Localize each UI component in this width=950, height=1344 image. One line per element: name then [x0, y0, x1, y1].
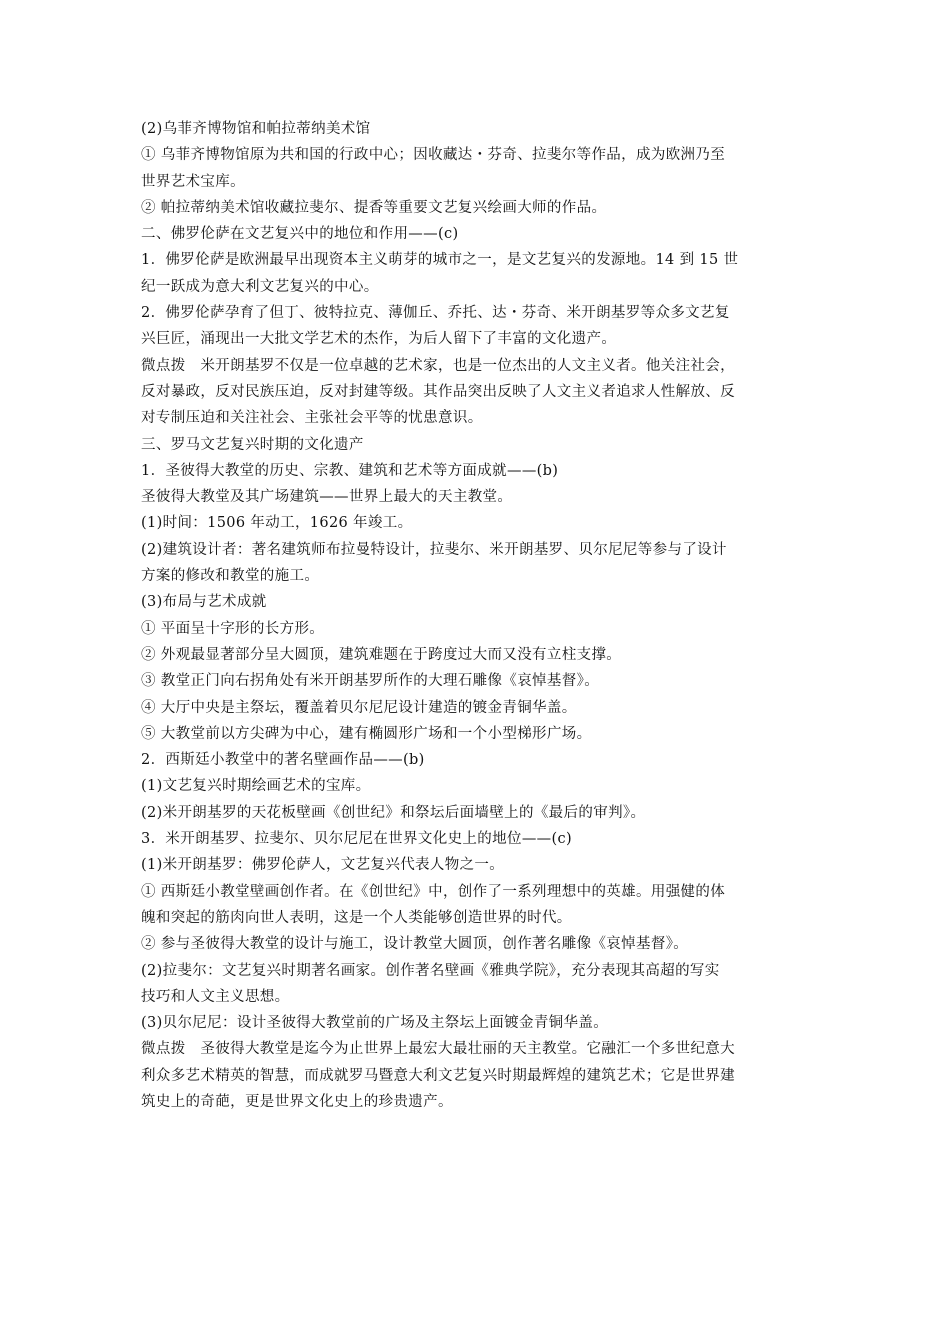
text-line: ② 帕拉蒂纳美术馆收藏拉斐尔、提香等重要文艺复兴绘画大师的作品。	[141, 199, 607, 216]
text-line: ① 平面呈十字形的长方形。	[141, 620, 325, 637]
text-line: 1．佛罗伦萨是欧洲最早出现资本主义萌芽的城市之一，是文艺复兴的发源地。14 到 15 世	[141, 252, 739, 269]
text-line: 1．圣彼得大教堂的历史、宗教、建筑和艺术等方面成就——(b)	[141, 462, 559, 479]
note-line: 对专制压迫和关注社会、主张社会平等的忧患意识。	[141, 410, 483, 427]
text-line: ① 乌菲齐博物馆原为共和国的行政中心；因收藏达・芬奇、拉斐尔等作品，成为欧洲乃至	[141, 147, 726, 164]
note-line: 反对暴政，反对民族压迫，反对封建等级。其作品突出反映了人文主义者追求人性解放、反	[141, 383, 735, 400]
text-line: 兴巨匠，涌现出一大批文学艺术的杰作，为后人留下了丰富的文化遗产。	[141, 331, 617, 348]
text-line: ④ 大厅中央是主祭坛，覆盖着贝尔尼尼设计建造的镀金青铜华盖。	[141, 699, 577, 716]
text-line: 世界艺术宝库。	[141, 173, 245, 190]
text-line: ⑤ 大教堂前以方尖碑为中心，建有椭圆形广场和一个小型梯形广场。	[141, 725, 592, 742]
text-line: ② 参与圣彼得大教堂的设计与施工，设计教堂大圆顶，创作著名雕像《哀悼基督》。	[141, 936, 689, 953]
note-line: 微点拨 米开朗基罗不仅是一位卓越的艺术家，也是一位杰出的人文主义者。他关注社会，	[141, 357, 735, 374]
text-line: 圣彼得大教堂及其广场建筑——世界上最大的天主教堂。	[141, 489, 513, 506]
text-line: ① 西斯廷小教堂壁画创作者。在《创世纪》中，创作了一系列理想中的英雄。用强健的体	[141, 883, 726, 900]
text-line: ③ 教堂正门向右拐角处有米开朗基罗所作的大理石雕像《哀悼基督》。	[141, 673, 600, 690]
text-line: 魄和突起的筋肉向世人表明，这是一个人类能够创造世界的时代。	[141, 909, 572, 926]
text-line: (3)贝尔尼尼：设计圣彼得大教堂前的广场及主祭坛上面镀金青铜华盖。	[141, 1015, 609, 1032]
note-line: 微点拨 圣彼得大教堂是迄今为止世界上最宏大最壮丽的天主教堂。它融汇一个多世纪意大	[141, 1041, 735, 1058]
text-line: 2．佛罗伦萨孕育了但丁、彼特拉克、薄伽丘、乔托、达・芬奇、米开朗基罗等众多文艺复	[141, 305, 730, 322]
text-line: 3．米开朗基罗、拉斐尔、贝尔尼尼在世界文化史上的地位——(c)	[141, 831, 573, 848]
text-line: (2)建筑设计者：著名建筑师布拉曼特设计，拉斐尔、米开朗基罗、贝尔尼尼等参与了设计	[141, 541, 727, 558]
text-line: 技巧和人文主义思想。	[141, 988, 290, 1005]
text-line: (2)乌菲齐博物馆和帕拉蒂纳美术馆	[141, 121, 371, 137]
document-body	[141, 116, 813, 1115]
text-line: (1)时间：1506 年动工，1626 年竣工。	[141, 515, 413, 532]
text-line: 方案的修改和教堂的施工。	[141, 568, 320, 585]
text-line: ② 外观最显著部分呈大圆顶，建筑难题在于跨度过大而又没有立柱支撑。	[141, 646, 622, 663]
text-line: (1)文艺复兴时期绘画艺术的宝库。	[141, 778, 371, 795]
note-line: 利众多艺术精英的智慧，而成就罗马暨意大利文艺复兴时期最辉煌的建筑艺术；它是世界建	[141, 1067, 735, 1084]
note-line: 筑史上的奇葩，更是世界文化史上的珍贵遗产。	[141, 1093, 453, 1110]
text-line: (3)布局与艺术成就	[141, 594, 267, 611]
text-line: 2．西斯廷小教堂中的著名壁画作品——(b)	[141, 752, 425, 769]
section-heading: 三、罗马文艺复兴时期的文化遗产	[141, 436, 364, 453]
text-line: (2)拉斐尔：文艺复兴时期著名画家。创作著名壁画《雅典学院》，充分表现其高超的写实	[141, 962, 720, 979]
text-line: (2)米开朗基罗的天花板壁画《创世纪》和祭坛后面墙壁上的《最后的审判》。	[141, 804, 646, 821]
text-line: (1)米开朗基罗：佛罗伦萨人，文艺复兴代表人物之一。	[141, 857, 505, 874]
text-line: 纪一跃成为意大利文艺复兴的中心。	[141, 278, 379, 295]
section-heading: 二、佛罗伦萨在文艺复兴中的地位和作用——(c)	[141, 226, 459, 243]
